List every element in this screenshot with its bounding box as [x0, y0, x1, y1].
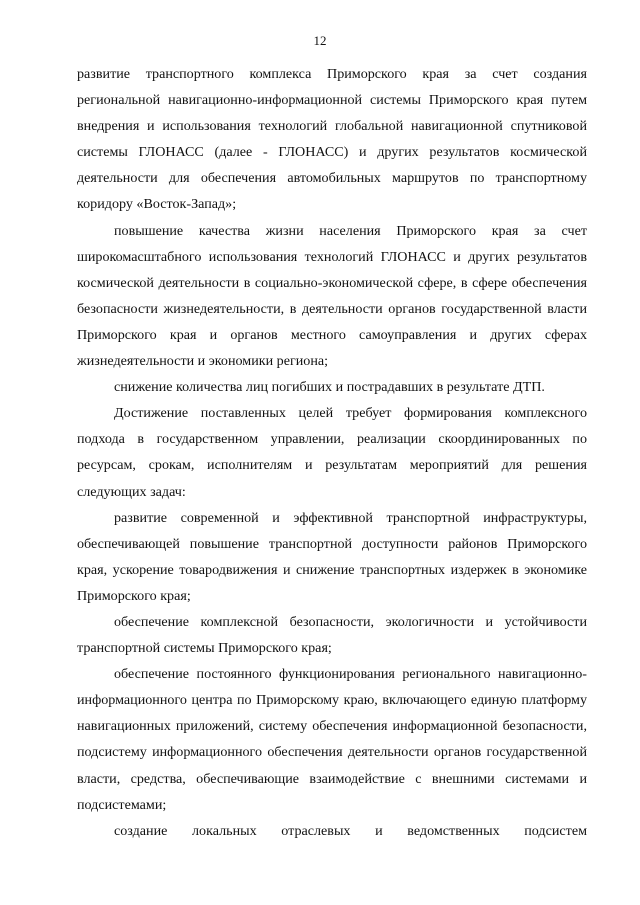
paragraph-reduce-casualties: снижение количества лиц погибших и пострадавших в результате ДТП. — [114, 379, 545, 396]
page-number: 12 — [313, 33, 327, 48]
paragraph-transport-complex: развитие транспортного комплекса Приморского края за счет создания региональной навигационно-информационной системы Приморского края путем внедрения и использования технологий глобальной навигационной спутниковой системы ГЛОНАСС (далее - ГЛОНАСС) и других результатов космической деятельности для обеспечения автомобильных маршрутов по транспортному коридору «Восток-Запад»; — [77, 66, 587, 213]
paragraph-transport-safety: обеспечение комплексной безопасности, экологичности и устойчивости транспортной системы Приморского края; — [77, 613, 587, 657]
paragraph-local-subsystems: создание локальных отраслевых и ведомственных подсистем — [114, 822, 587, 839]
paragraph-infrastructure-development: развитие современной и эффективной транспортной инфраструктуры, обеспечивающей повышение транспортной доступности районов Приморского края, ускорение товародвижения и снижение транспортных издержек в экономике Приморского края; — [77, 509, 587, 604]
paragraph-quality-of-life: повышение качества жизни населения Приморского края за счет широкомасштабного использования технологий ГЛОНАСС и других результатов космической деятельности в социально-экономической сфере, в сфере обеспечения безопасности жизнедеятельности, в деятельности органов государственной власти Приморского края и органов местного самоуправления и других сферах жизнедеятельности и экономики региона; — [77, 222, 587, 370]
document-body — [77, 61, 587, 844]
paragraph-goals-achievement: Достижение поставленных целей требует формирования комплексного подхода в государственном управлении, реализации скоординированных по ресурсам, срокам, исполнителям и результатам мероприятий для решения следующих задач: — [77, 405, 587, 500]
paragraph-navigation-center: обеспечение постоянного функционирования регионального навигационно-информационного центра по Приморскому краю, включающего единую платформу навигационных приложений, систему обеспечения информационной безопасности, подсистему информационного обеспечения деятельности органов государственной власти, средства, обеспечивающие взаимодействие с внешними системами и подсистемами; — [77, 666, 587, 813]
